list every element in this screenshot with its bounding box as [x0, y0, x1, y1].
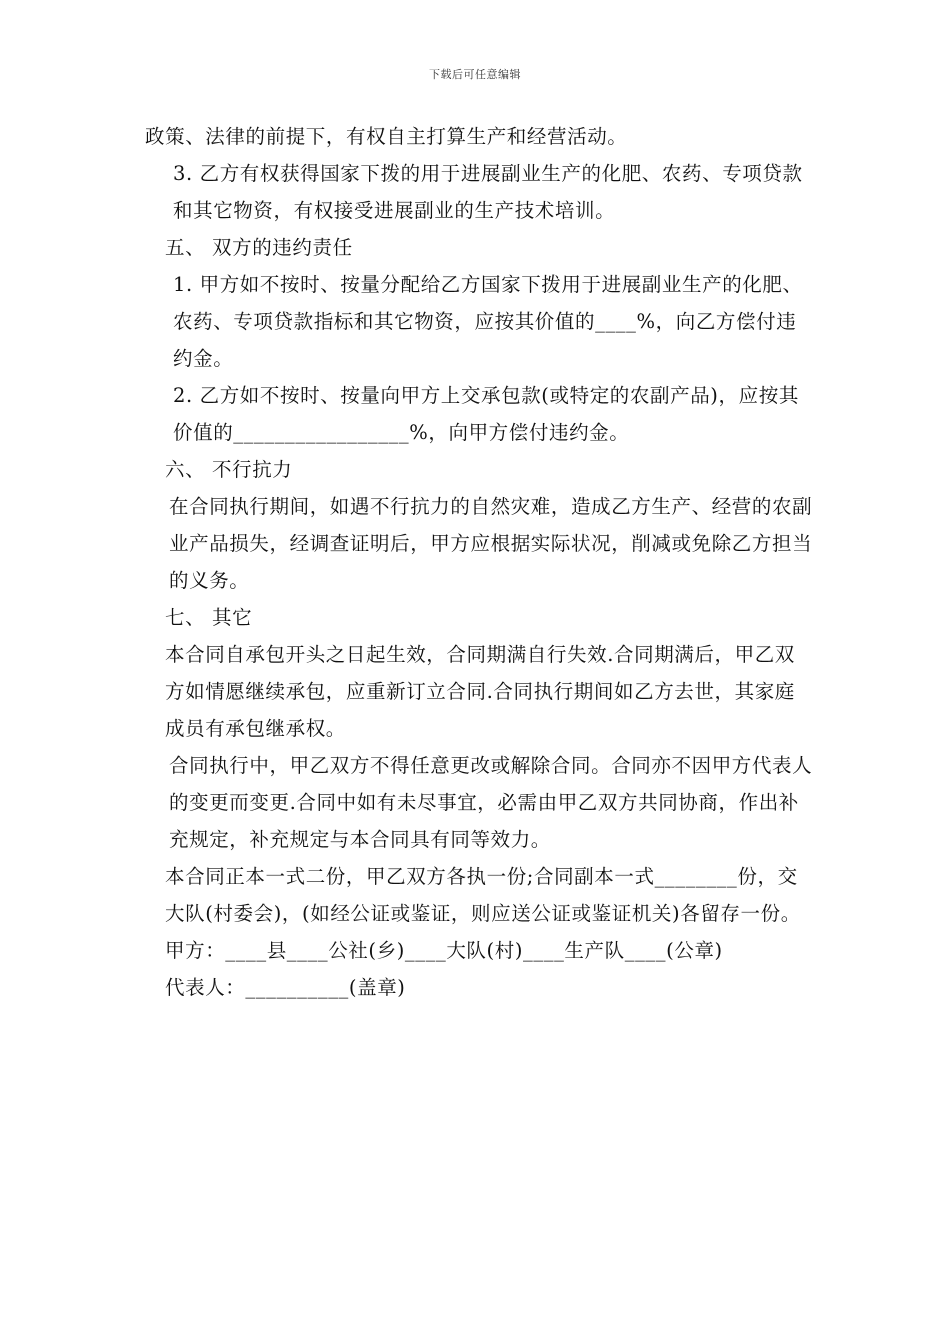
paragraph-effectiveness: 本合同自承包开头之日起生效，合同期满自行失效.合同期满后，甲乙双方如情愿继续承包，应重新订立合同.合同执行期间如乙方去世，其家庭成员有承包继承权。: [165, 643, 795, 740]
paragraph-policy-continuation: 政策、法律的前提下，有权自主打算生产和经营活动。: [145, 125, 628, 148]
document-body: [145, 118, 813, 1006]
paragraph-no-modification: 合同执行中，甲乙双方不得任意更改或解除合同。合同亦不因甲方代表人的变更而变更.合同中如有未尽事宜，必需由甲乙双方共同协商，作出补充规定，补充规定与本合同具有同等效力。: [169, 754, 813, 851]
paragraph-force-majeure: 在合同执行期间，如遇不行抗力的自然灾难，造成乙方生产、经营的农副业产品损失，经调查证明后，甲方应根据实际状况，削减或免除乙方担当的义务。: [169, 495, 813, 592]
section-heading-force-majeure: 六、 不行抗力: [165, 458, 293, 481]
paragraph-copies: 本合同正本一式二份，甲乙双方各执一份;合同副本一式________份，交大队(村委会)，(如经公证或鉴证，则应送公证或鉴证机关)各留存一份。: [165, 865, 801, 925]
section-heading-breach: 五、 双方的违约责任: [165, 236, 353, 259]
paragraph-breach-clause-1: 1. 甲方如不按时、按量分配给乙方国家下拨用于进展副业生产的化肥、农药、专项贷款指标和其它物资，应按其价值的____%，向乙方偿付违约金。: [173, 273, 803, 370]
signature-representative: 代表人：__________(盖章): [165, 976, 406, 999]
paragraph-breach-clause-2: 2. 乙方如不按时、按量向甲方上交承包款(或特定的农副产品)，应按其价值的_________________%，向甲方偿付违约金。: [173, 384, 799, 444]
page-header-note: 下载后可任意编辑: [429, 68, 521, 81]
signature-party-a: 甲方：____县____公社(乡)____大队(村)____生产队____(公章): [165, 939, 723, 962]
section-heading-other: 七、 其它: [165, 606, 253, 629]
paragraph-clause-3: 3. 乙方有权获得国家下拨的用于进展副业生产的化肥、农药、专项贷款和其它物资，有权接受进展副业的生产技术培训。: [173, 162, 803, 222]
